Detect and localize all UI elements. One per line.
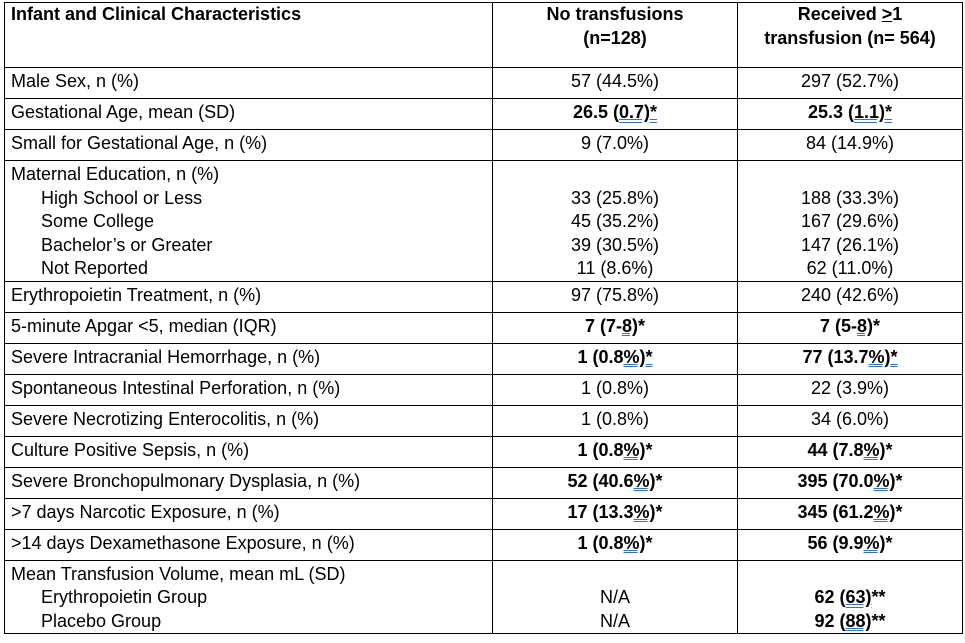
sub-value [744, 610, 956, 634]
header-characteristics [5, 3, 493, 68]
sub-value: 147 (26.1%) [800, 234, 900, 255]
cell-transfusion [738, 560, 963, 634]
cell-no-transfusion [493, 312, 738, 343]
value-part: %) [623, 532, 646, 553]
value-part: %) [873, 501, 896, 522]
value-part: 7 (5- [819, 315, 857, 336]
group-label: Mean Transfusion Volume, mean mL (SD) [11, 563, 346, 584]
cell-no-transfusion [493, 99, 738, 130]
sub-value: N/A [599, 587, 630, 607]
header-received-pre: Received [797, 4, 882, 24]
sub-label: Not Reported [41, 258, 149, 278]
value-part: 7 (7- [584, 315, 622, 336]
cell-transfusion [738, 99, 963, 130]
value-part: %) [868, 346, 891, 367]
row-label: >7 days Narcotic Exposure, n (%) [5, 498, 493, 529]
table-row [5, 498, 963, 529]
sub-label: Erythropoietin Group [41, 587, 208, 607]
value-part: * [885, 532, 893, 553]
table-row [5, 405, 963, 436]
value-part: * [645, 439, 653, 460]
table-row [5, 343, 963, 374]
value-part: 88) [845, 610, 872, 631]
row-label: 5-minute Apgar <5, median (IQR) [5, 312, 493, 343]
value-part: 62 ( [814, 587, 846, 607]
row-label: Spontaneous Intestinal Perforation, n (%) [5, 374, 493, 405]
value-part: %) [863, 439, 886, 460]
cell-transfusion: 34 (6.0%) [738, 405, 963, 436]
table-row [5, 467, 963, 498]
value-part: %) [873, 470, 896, 491]
cell-transfusion: 240 (42.6%) [738, 281, 963, 312]
value-part: ** [871, 587, 886, 607]
cell-no-transfusion [493, 436, 738, 467]
value-part: * [645, 346, 653, 367]
cell-no-transfusion [493, 498, 738, 529]
value-part: * [638, 315, 646, 336]
header-received-transfusion [738, 3, 963, 68]
table-row [5, 130, 963, 161]
cell-transfusion: 84 (14.9%) [738, 130, 963, 161]
value-part: 77 (13.7 [802, 346, 869, 367]
cell-no-transfusion [493, 467, 738, 498]
table-row [5, 374, 963, 405]
cell-transfusion [738, 312, 963, 343]
table-row [5, 529, 963, 560]
cell-no-transfusion [493, 529, 738, 560]
value-part: 8) [856, 315, 873, 336]
value-part: 1 (0.8 [577, 346, 624, 367]
cell-no-transfusion: 9 (7.0%) [493, 130, 738, 161]
row-label: Severe Intracranial Hemorrhage, n (%) [5, 343, 493, 374]
value-part: * [873, 315, 881, 336]
header-received-line1 [744, 3, 956, 27]
cell-no-transfusion: 97 (75.8%) [493, 281, 738, 312]
value-part: * [885, 439, 893, 460]
header-no-transfusions-line1: No transfusions [546, 4, 684, 24]
value-part: 26.5 ( [572, 102, 619, 122]
characteristics-table [4, 2, 963, 634]
sub-value: 62 (11.0%) [806, 258, 894, 278]
row-label-group [5, 560, 493, 634]
table-row [5, 436, 963, 467]
sub-label: Placebo Group [41, 610, 162, 631]
value-part: 56 (9.9 [807, 532, 864, 553]
table-row [5, 312, 963, 343]
row-label: Male Sex, n (%) [5, 68, 493, 99]
value-part: %) [633, 501, 656, 522]
row-label: Culture Positive Sepsis, n (%) [5, 436, 493, 467]
cell-no-transfusion: 57 (44.5%) [493, 68, 738, 99]
cell-transfusion [738, 498, 963, 529]
cell-transfusion [738, 161, 963, 282]
value-part: 44 (7.8 [807, 439, 864, 460]
value-part: %) [623, 346, 646, 367]
cell-transfusion: 297 (52.7%) [738, 68, 963, 99]
value-part: * [895, 470, 903, 491]
row-label-group [5, 161, 493, 282]
row-label: Gestational Age, mean (SD) [5, 99, 493, 130]
value-part: * [655, 470, 663, 491]
header-received-line2: transfusion (n= 564) [764, 27, 936, 48]
value-part: 0.7) [618, 102, 651, 122]
cell-no-transfusion [493, 560, 738, 634]
cell-no-transfusion: 1 (0.8%) [493, 405, 738, 436]
value-part: 345 (61.2 [797, 501, 874, 522]
value-part: 1 (0.8 [577, 532, 624, 553]
cell-transfusion [738, 529, 963, 560]
value-part: * [645, 532, 653, 553]
cell-transfusion [738, 436, 963, 467]
sub-label: Bachelor’s or Greater [41, 234, 213, 255]
sub-label: High School or Less [41, 187, 203, 208]
cell-no-transfusion [493, 161, 738, 282]
cell-no-transfusion: 1 (0.8%) [493, 374, 738, 405]
sub-value: 45 (35.2%) [570, 211, 660, 231]
cell-no-transfusion [493, 343, 738, 374]
value-part: %) [623, 439, 646, 460]
value-part: %) [633, 470, 656, 491]
value-part: 395 (70.0 [797, 470, 874, 491]
table-row [5, 161, 963, 282]
table-row [5, 68, 963, 99]
cell-transfusion: 22 (3.9%) [738, 374, 963, 405]
value-part: * [890, 346, 898, 367]
table-row [5, 560, 963, 634]
value-part: 17 (13.3 [567, 501, 634, 522]
table-row [5, 281, 963, 312]
value-part: 1.1) [853, 102, 886, 122]
sub-value [744, 586, 956, 610]
value-part: ** [871, 610, 886, 631]
row-label: Severe Necrotizing Enterocolitis, n (%) [5, 405, 493, 436]
sub-value: 39 (30.5%) [570, 234, 660, 255]
value-part: 52 (40.6 [567, 470, 634, 491]
header-row [5, 3, 963, 68]
value-part: 1 (0.8 [577, 439, 624, 460]
row-label: >14 days Dexamethasone Exposure, n (%) [5, 529, 493, 560]
value-part: 92 ( [814, 610, 846, 631]
header-no-transfusions-line2: (n=128) [583, 27, 647, 48]
value-part: 8) [621, 315, 638, 336]
header-no-transfusions [493, 3, 738, 68]
row-label: Severe Bronchopulmonary Dysplasia, n (%) [5, 467, 493, 498]
value-part: %) [863, 532, 886, 553]
sub-value: N/A [599, 610, 630, 631]
value-part: * [655, 501, 663, 522]
header-received-ge: > [881, 4, 893, 24]
header-received-post: 1 [892, 4, 903, 24]
sub-value: 33 (25.8%) [570, 187, 660, 208]
group-label: Maternal Education, n (%) [11, 164, 220, 184]
sub-value: 11 (8.6%) [576, 258, 654, 278]
value-part: * [895, 501, 903, 522]
sub-value: 188 (33.3%) [800, 187, 900, 208]
header-characteristics-text: Infant and Clinical Characteristics [11, 4, 302, 24]
row-label: Small for Gestational Age, n (%) [5, 130, 493, 161]
row-label: Erythropoietin Treatment, n (%) [5, 281, 493, 312]
sub-value: 167 (29.6%) [800, 211, 900, 231]
cell-transfusion [738, 343, 963, 374]
value-part: 63) [845, 587, 872, 607]
value-part: 25.3 ( [807, 102, 854, 122]
table-row [5, 99, 963, 130]
value-part: * [650, 102, 658, 122]
sub-label: Some College [41, 211, 155, 231]
value-part: * [885, 102, 893, 122]
cell-transfusion [738, 467, 963, 498]
